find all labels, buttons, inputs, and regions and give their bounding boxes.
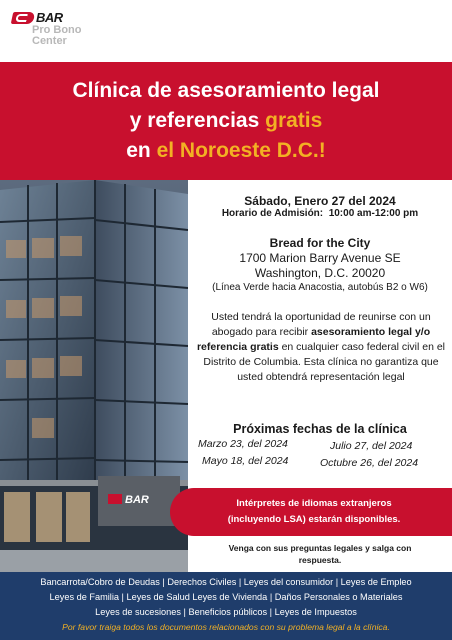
bring-line2: respuesta.	[298, 555, 342, 565]
clinic-description	[194, 310, 448, 385]
description-part2: en cualquier caso federal civil en el Distrito de Columbia. Esta clínica no garantiza que usted obtendrá representación legal	[203, 341, 446, 383]
building-photo	[0, 180, 188, 572]
event-date: Sábado, Enero 27 del 2024	[244, 194, 396, 208]
upcoming-date: Marzo 23, del 2024	[198, 438, 288, 450]
hours-value: 10:00 am-12:00 pm	[328, 208, 419, 219]
logo-sub-line2: Center	[32, 35, 67, 47]
documents-note: Por favor traiga todos los documentos relacionados con su problema legal a la clínica.	[62, 622, 390, 632]
building-illustration	[0, 180, 188, 572]
venue-name: Bread for the City	[269, 236, 371, 250]
interpreters-line2: (incluyendo LSA) estarán disponibles.	[227, 514, 401, 525]
upcoming-dates-title: Próximas fechas de la clínica	[233, 422, 407, 436]
logo-subtitle	[32, 25, 82, 47]
dc-bar-pro-bono-logo	[12, 10, 122, 58]
building-sign-text: BAR	[125, 494, 149, 506]
title-line-3	[0, 136, 452, 166]
venue-block	[188, 236, 452, 295]
header	[0, 0, 452, 62]
title-highlight-location: el Noroeste D.C.!	[156, 139, 326, 162]
description-bold: asesoramiento legal y/o referencia gratis	[196, 326, 431, 353]
interpreters-banner	[170, 488, 452, 536]
title-highlight-free: gratis	[265, 109, 323, 132]
building-sign-mark-icon	[108, 494, 122, 504]
logo-bar-text: BAR	[36, 10, 63, 25]
venue-address-line1: 1700 Marion Barry Avenue SE	[239, 251, 401, 265]
venue-address-line2: Washington, D.C. 20020	[254, 266, 386, 280]
dc-logo-mark-icon	[11, 12, 36, 24]
title-line-3-prefix: en	[126, 139, 157, 162]
interpreters-line1: Intérpretes de idiomas extranjeros	[236, 498, 392, 509]
upcoming-date: Mayo 18, del 2024	[202, 455, 289, 467]
event-info	[188, 180, 452, 480]
bring-line1: Venga con sus preguntas legales y salga con	[228, 543, 412, 553]
description-part1: Usted tendrá la oportunidad de reunirse con un abogado para recibir	[211, 311, 431, 338]
title-banner	[0, 62, 452, 180]
venue-transit-note: (Línea Verde hacia Anacostia, autobús B2 o W6)	[212, 282, 428, 293]
legal-areas-line2: Leyes de Familia | Leyes de Salud Leyes de Vivienda | Daños Personales o Materiales	[49, 592, 403, 602]
admission-hours	[188, 208, 452, 219]
hours-label: Horario de Admisión:	[221, 208, 324, 219]
legal-areas-line3: Leyes de sucesiones | Beneficios públicos | Leyes de Impuestos	[95, 607, 357, 617]
title-line-1: Clínica de asesoramiento legal	[72, 79, 380, 102]
title-line-2-prefix: y referencias	[129, 109, 266, 132]
legal-areas-footer	[0, 572, 452, 640]
logo-sub-line1: Pro Bono	[32, 24, 82, 36]
upcoming-date: Octubre 26, del 2024	[320, 457, 419, 469]
title-line-2	[0, 106, 452, 136]
legal-areas-line1: Bancarrota/Cobro de Deudas | Derechos Civiles | Leyes del consumidor | Leyes de Empleo	[40, 577, 412, 587]
upcoming-date: Julio 27, del 2024	[330, 440, 413, 452]
bring-questions-note	[200, 542, 440, 566]
